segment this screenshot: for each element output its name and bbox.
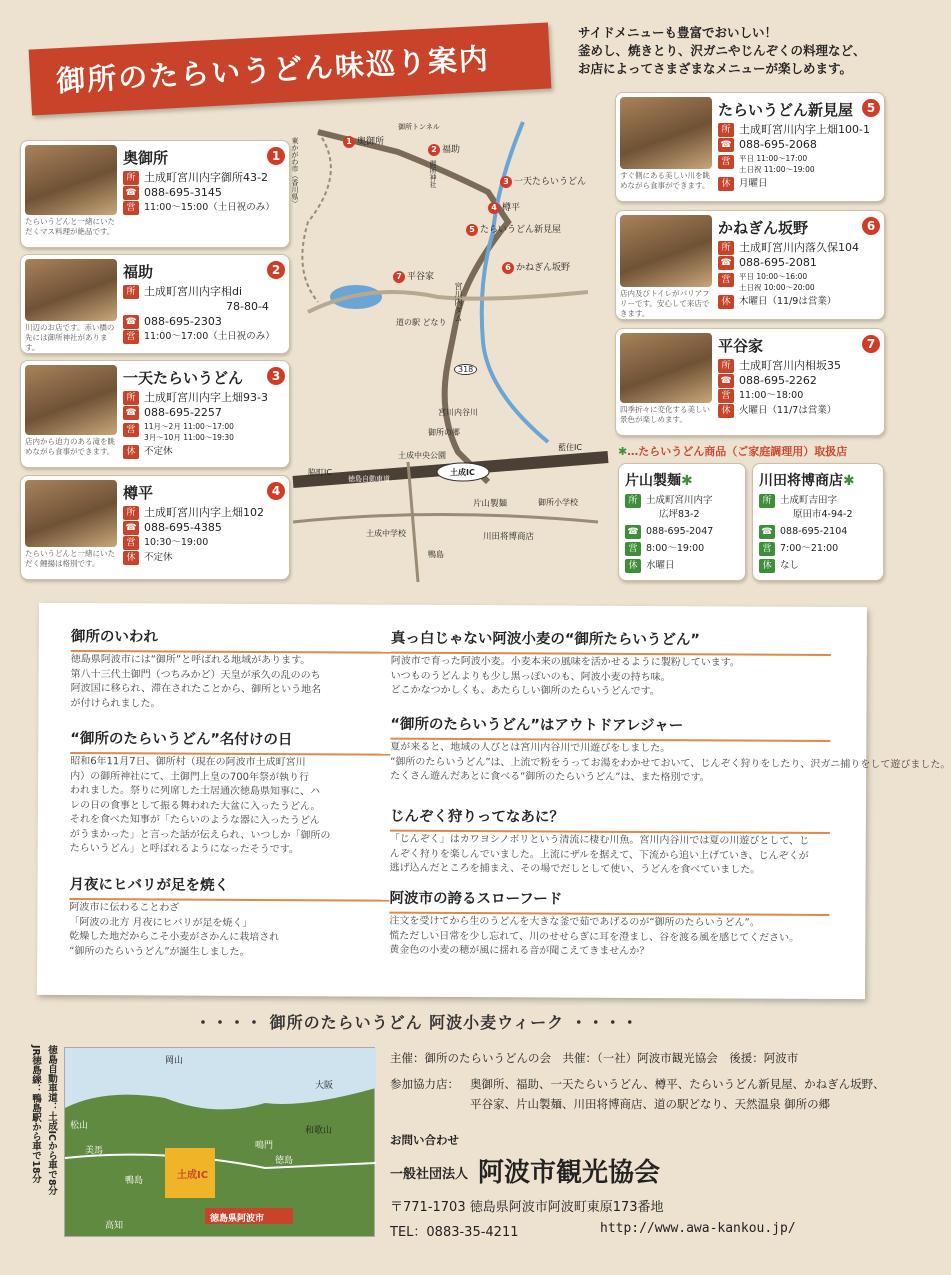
info-text: なし bbox=[780, 560, 800, 571]
products-heading: ✱…たらいうどん商品（ご家庭調理用）取扱店 bbox=[618, 445, 848, 458]
shop-name: 奥御所 bbox=[123, 149, 169, 167]
article-line: われました。祭りに列席した土居通次徳島県知事に、ハ bbox=[70, 785, 321, 798]
article-line: 「じんぞく」はカワヨシノボリという清流に棲む川魚。宮川内谷川では夏の川遊びとして、じ bbox=[389, 833, 810, 847]
address-line2: 78-80-4 bbox=[226, 300, 269, 313]
info-row bbox=[123, 285, 288, 299]
info-text: 088-695-2104 bbox=[780, 526, 848, 537]
info-text: 088-695-2081 bbox=[739, 256, 817, 269]
hours-block bbox=[718, 271, 815, 293]
article-line: 逃げ込んだところを捕まえ、その場でだしとして使い、うどんを食べていました。 bbox=[389, 862, 761, 876]
shop-caption: すぐ側にある美しい川を眺めながら食事ができます。 bbox=[620, 171, 710, 190]
org-address: 〒771-1703 徳島県阿波市阿波町東原173番地 bbox=[390, 1200, 664, 1215]
article-line: 慌ただしい日常を少し忘れて、川のせせらぎに耳を澄まし、谷を渡る風を感じてください。 bbox=[389, 930, 800, 944]
week-title: ・・・・ 御所のたらいうどん 阿波小麦ウィーク ・・・・ bbox=[195, 1013, 639, 1032]
article-heading: “御所のたらいうどん”名付けの日 bbox=[70, 727, 390, 756]
info-row bbox=[123, 521, 288, 535]
article-heading: 阿波市の誇るスローフード bbox=[389, 887, 829, 916]
article-line: 注文を受けてから生のうどんを大きな釜で茹であげるのが“御所のたらいうどん”。 bbox=[389, 915, 760, 929]
shop-caption: 四季折々に変化する美しい景色が楽しめます。 bbox=[620, 405, 710, 424]
store-name-text: 片山製麺 bbox=[625, 473, 681, 489]
article-line: 内）の御所神社にて、土御門上皇の700年祭が執り行 bbox=[70, 770, 310, 783]
minimap-svg bbox=[65, 1048, 376, 1238]
info-text: 8:00～19:00 bbox=[646, 543, 705, 554]
info-icon: 所 bbox=[718, 359, 734, 373]
article-line: それを食べた知事が「たらいのような器に入ったうどん bbox=[69, 813, 320, 827]
shop-number-badge: 7 bbox=[862, 335, 880, 353]
info-text: 土成町宮川内字 bbox=[646, 495, 713, 506]
info-icon: 営 bbox=[123, 201, 139, 215]
info-icon: 休 bbox=[718, 404, 734, 418]
org-prefix: 一般社団法人 bbox=[390, 1167, 469, 1182]
info-text: 不定休 bbox=[144, 552, 173, 563]
star-icon: ✱ bbox=[681, 473, 693, 489]
shop-photo bbox=[25, 259, 117, 321]
shop-card[interactable] bbox=[615, 92, 885, 202]
article-line: 黄金色の小麦の穂が風に揺れる音が聞こえてきませんか？ bbox=[389, 944, 650, 958]
shop-caption: 川辺のお店です。赤い橋の先には御所神社があります。 bbox=[25, 323, 115, 352]
info-row bbox=[718, 389, 883, 403]
info-icon: 休 bbox=[123, 445, 139, 459]
hours-icon: 営 bbox=[123, 423, 139, 437]
coop-line2: 平谷家、片山製麺、川田将博商店、道の駅どなり、天然温泉 御所の郷 bbox=[470, 1097, 831, 1111]
info-icon: 営 bbox=[123, 330, 139, 344]
article-body bbox=[70, 653, 390, 713]
article-heading: じんぞく狩りってなあに？ bbox=[390, 805, 830, 834]
article-line: “御所のたらいうどん”が誕生しました。 bbox=[69, 945, 250, 958]
article-body bbox=[391, 655, 831, 701]
road-access: 徳島自動車道：土成ICから車で8分 bbox=[46, 1045, 57, 1196]
info-row bbox=[718, 123, 883, 137]
info-text: 月曜日 bbox=[739, 178, 768, 189]
article-line: 阿波市で育った阿波小麦。小麦本来の風味を活かせるように製粉しています。 bbox=[390, 655, 740, 669]
info-row bbox=[123, 445, 288, 459]
shop-number-badge: 5 bbox=[862, 99, 880, 117]
info-row bbox=[123, 536, 288, 550]
info-text: 7:00～21:00 bbox=[780, 543, 839, 554]
contact-label: お問い合わせ bbox=[390, 1133, 459, 1147]
info-text: 木曜日（11/9は営業） bbox=[739, 296, 837, 307]
shop-card[interactable] bbox=[615, 328, 885, 436]
hours-line: 平日 10:00～16:00 bbox=[739, 272, 808, 281]
article-body bbox=[389, 915, 829, 961]
article-body bbox=[390, 833, 830, 879]
info-icon: ☎ bbox=[718, 256, 734, 270]
road-south bbox=[408, 462, 418, 582]
info-text: 土成町吉田字 bbox=[780, 495, 838, 506]
product-store-card[interactable] bbox=[618, 463, 746, 581]
shop-card[interactable] bbox=[20, 254, 290, 354]
article-line: んぞく狩りを楽しんでいました。上流にザルを据えて、下流から追い上げていき、じんぞくが bbox=[389, 848, 809, 862]
info-icon: 休 bbox=[718, 177, 734, 191]
info-icon: ☎ bbox=[123, 521, 139, 535]
info-row bbox=[718, 138, 883, 152]
hours-icon: 営 bbox=[718, 155, 734, 169]
info-icon: 休 bbox=[123, 551, 139, 565]
info-row bbox=[123, 330, 288, 344]
shop-card[interactable] bbox=[20, 140, 290, 248]
shop-card[interactable] bbox=[20, 360, 290, 468]
info-row bbox=[123, 506, 288, 520]
article-line: “御所のたらいうどん”は、上流で粉をうってお湯をわかせておいて、じんぞく狩りをしたり、沢ガニ捕りをして遊びました。 bbox=[390, 756, 951, 771]
article-line: たくさん遊んだあとに食べる“御所のたらいうどん”は、また格別です。 bbox=[390, 770, 710, 784]
info-text: 088-695-2068 bbox=[739, 138, 817, 151]
org-name: 阿波市観光協会 bbox=[478, 1158, 661, 1188]
store-info-row bbox=[625, 559, 675, 573]
info-row bbox=[123, 315, 288, 329]
info-row bbox=[718, 177, 883, 191]
info-icon: ☎ bbox=[718, 138, 734, 152]
shop-number-badge: 2 bbox=[267, 261, 285, 279]
info-text: 土成町宮川内字上畑100-1 bbox=[739, 123, 870, 136]
hours-line: 平日 11:00～17:00 bbox=[739, 154, 808, 163]
store-info-row bbox=[759, 542, 838, 556]
info-icon: ☎ bbox=[718, 374, 734, 388]
article-line: いつものうどんよりも少し黒っぽいのも、阿波小麦の持ち味。 bbox=[390, 670, 671, 683]
org-tel: TEL：0883-35-4211 bbox=[390, 1225, 519, 1240]
shop-caption: 店内及びトイレがバリアフリーです。安心して来店できます。 bbox=[620, 289, 710, 318]
info-text: 088-695-2262 bbox=[739, 374, 817, 387]
store-info-row bbox=[625, 542, 704, 556]
shop-photo bbox=[25, 365, 117, 435]
info-row bbox=[718, 359, 883, 373]
store-name bbox=[759, 470, 855, 490]
shop-photo bbox=[25, 480, 117, 547]
shop-number-badge: 6 bbox=[862, 217, 880, 235]
local-road bbox=[293, 515, 598, 523]
article-line: 「阿波の北方 月夜にヒバリが足を焼く」 bbox=[69, 916, 253, 929]
info-text: 火曜日（11/7は営業） bbox=[739, 405, 837, 416]
info-text: 土成町宮川内相坂35 bbox=[739, 359, 841, 372]
info-row bbox=[123, 186, 288, 200]
info-text: 088-695-2047 bbox=[646, 526, 714, 537]
info-row bbox=[123, 171, 288, 185]
info-text: 088-695-3145 bbox=[144, 186, 222, 199]
info-icon: 所 bbox=[625, 494, 641, 508]
shop-photo bbox=[620, 333, 712, 403]
article-line: たらいうどん」と呼ばれるようになったそうです。 bbox=[69, 842, 299, 856]
store-info-row bbox=[759, 559, 799, 573]
jr-access: JR徳島線：鴨島駅から車で18分 bbox=[30, 1045, 41, 1184]
info-icon: 休 bbox=[759, 559, 775, 573]
shop-number-badge: 1 bbox=[267, 147, 285, 165]
info-text: 不定休 bbox=[144, 446, 173, 457]
info-icon: 休 bbox=[625, 559, 641, 573]
coop-line1: 奥御所、福助、一天たらいうどん、樽平、たらいうどん新見屋、かねぎん坂野、 bbox=[470, 1077, 885, 1091]
info-text: 088-695-2303 bbox=[144, 315, 222, 328]
article-heading: 御所のいわれ bbox=[71, 625, 391, 654]
info-text: 088-695-4385 bbox=[144, 521, 222, 534]
coop-label: 参加協力店： bbox=[390, 1077, 459, 1091]
hours-line: 土日祝 11:00～19:00 bbox=[739, 165, 815, 174]
info-text: 10:30～19:00 bbox=[144, 537, 209, 548]
articles bbox=[39, 603, 951, 958]
hours-block bbox=[123, 421, 234, 443]
info-icon: 営 bbox=[625, 542, 641, 556]
hours-line: 3月～10月 11:00～19:30 bbox=[144, 433, 234, 442]
info-text: 土成町宮川内落久保104 bbox=[739, 241, 859, 254]
info-row bbox=[123, 551, 288, 565]
info-row bbox=[718, 241, 883, 255]
info-text: 土成町宮川内字御所43-2 bbox=[144, 171, 268, 184]
shop-name: かねぎん坂野 bbox=[718, 219, 809, 237]
article-body bbox=[69, 901, 389, 961]
article-line: が付けられました。 bbox=[70, 697, 161, 709]
store-info-row bbox=[625, 525, 713, 539]
store-info-row bbox=[625, 494, 713, 508]
info-text: 11:00～15:00（土日祝のみ） bbox=[144, 202, 275, 213]
info-icon: 所 bbox=[123, 506, 139, 520]
shop-photo bbox=[25, 145, 117, 215]
articles-paper bbox=[37, 603, 951, 999]
article-line: レの日の食事として振る舞われた大盆に入ったうどん。 bbox=[69, 799, 321, 812]
article-line: 昭和6年11月7日、御所村（現在の阿波市土成町宮川 bbox=[70, 756, 306, 769]
article-line: がうまかった」と言った話が伝えられ、いつしか「御所の bbox=[69, 828, 331, 841]
info-text: 11:00～18:00 bbox=[739, 390, 804, 401]
shop-name: たらいうどん新見屋 bbox=[718, 101, 854, 119]
store-info-row bbox=[759, 494, 837, 508]
info-icon: 営 bbox=[759, 542, 775, 556]
article-line: 夏が来ると、地域の人びとは宮川内谷川で川遊びをしました。 bbox=[390, 741, 671, 755]
info-icon: 所 bbox=[718, 241, 734, 255]
title-banner bbox=[29, 22, 552, 115]
star-icon: ✱ bbox=[843, 473, 855, 489]
info-icon: 所 bbox=[123, 391, 139, 405]
article-line: 阿波国に移られ、滞在されたことから、御所という地名 bbox=[70, 683, 322, 696]
info-row bbox=[718, 295, 883, 309]
info-icon: ☎ bbox=[759, 525, 775, 539]
shop-caption: たらいうどんと一緒にいただくマス料理が絶品です。 bbox=[25, 217, 115, 236]
shop-caption: たらいうどんと一緒にいただく鯉揚は格別です。 bbox=[25, 549, 115, 568]
article-line: どこかなつかしくも、あたらしい御所のたらいうどんです。 bbox=[390, 684, 660, 698]
product-store-card[interactable] bbox=[752, 463, 884, 581]
info-text: 土成町宮川内字上畑93-3 bbox=[144, 391, 268, 404]
info-icon: 営 bbox=[123, 536, 139, 550]
sponsor: 主催：御所のたらいうどんの会 共催：（一社）阿波市観光協会 後援：阿波市 bbox=[390, 1051, 799, 1065]
info-icon: 休 bbox=[718, 295, 734, 309]
road-line bbox=[65, 1155, 376, 1168]
article-line: 第八十三代土御門（つちみかど）天皇が承久の乱ののち bbox=[70, 668, 321, 681]
info-icon: ☎ bbox=[625, 525, 641, 539]
info-row bbox=[718, 404, 883, 418]
info-row bbox=[123, 391, 288, 405]
prefecture-border bbox=[302, 132, 330, 302]
store-info-row bbox=[759, 525, 847, 539]
store-address-line2: 原田市4-94-2 bbox=[793, 509, 853, 520]
page-title: 御所のたらいうどん味巡り案内 bbox=[55, 41, 491, 99]
hours-icon: 営 bbox=[718, 273, 734, 287]
shop-photo bbox=[620, 215, 712, 287]
shop-name: 樽平 bbox=[123, 484, 154, 502]
hours-line: 土日祝 10:00～20:00 bbox=[739, 283, 815, 292]
info-text: 水曜日 bbox=[646, 560, 675, 571]
shop-caption: 店内から迫力のある滝を眺めながら食事ができます。 bbox=[25, 437, 115, 456]
hours-block bbox=[718, 153, 815, 175]
info-icon: 所 bbox=[123, 171, 139, 185]
article-body bbox=[70, 755, 391, 858]
article-heading: 真っ白じゃない阿波小麦の“御所たらいうどん” bbox=[391, 627, 831, 656]
info-icon: 所 bbox=[123, 285, 139, 299]
shop-name: 平谷家 bbox=[718, 337, 764, 355]
article-line: 乾燥した地だからこそ小麦がさかんに栽培され bbox=[69, 930, 280, 944]
shop-number-badge: 3 bbox=[267, 367, 285, 385]
store-name bbox=[625, 470, 693, 490]
info-icon: ☎ bbox=[123, 315, 139, 329]
info-icon: ☎ bbox=[123, 186, 139, 200]
article-heading: 月夜にヒバリが足を焼く bbox=[69, 873, 389, 902]
area-map: 1 奥御所 2 福助 3 一天たらいうどん 4 樽平 5 たらいうどん新見屋 6 かねぎん坂野 7 平谷家 御所トンネル 御所神社 東かがわ市（香川県） 道の駅 どなり 宮川内ダム 宮川内谷川 御所の郷 土成中央公園 脇町IC 藍住IC 徳島自動車道 土成IC 片山製麺 御所小学校 川田将博商店 土成中学校 鴨島 318 bbox=[288, 112, 608, 582]
store-address-line2: 広坪83-2 bbox=[659, 509, 700, 520]
info-row bbox=[718, 374, 883, 388]
shop-photo bbox=[620, 97, 712, 169]
info-icon: 所 bbox=[759, 494, 775, 508]
info-text: 土成町宮川内字相di bbox=[144, 285, 243, 298]
intro-text: サイドメニューも豊富でおいしい！ 釜めし、焼きとり、沢ガニやじんぞくの料理など、 お店によってさまざまなメニューが楽しめます。 bbox=[578, 25, 866, 76]
article-body bbox=[390, 741, 951, 787]
info-text: 土成町宮川内字上畑102 bbox=[144, 506, 264, 519]
hours-line: 11月～2月 11:00～17:00 bbox=[144, 422, 234, 431]
org-url[interactable]: http://www.awa-kankou.jp/ bbox=[600, 1221, 796, 1236]
info-row bbox=[123, 406, 288, 420]
article-heading: “御所のたらいうどん”はアウトドアレジャー bbox=[390, 713, 830, 742]
river bbox=[482, 122, 548, 442]
shop-card[interactable] bbox=[20, 475, 290, 580]
region-minimap: 大阪 和歌山 徳島 鳴門 鴨島 美馬 岡山 高知 松山 土成IC 徳島県阿波市 bbox=[64, 1047, 375, 1237]
store-name-text: 川田将博商店 bbox=[759, 473, 843, 489]
info-row bbox=[123, 201, 288, 215]
info-icon: 所 bbox=[718, 123, 734, 137]
shop-number-badge: 4 bbox=[267, 482, 285, 500]
info-text: 088-695-2257 bbox=[144, 406, 222, 419]
info-icon: ☎ bbox=[123, 406, 139, 420]
shop-card[interactable] bbox=[615, 210, 885, 320]
info-icon: 営 bbox=[718, 389, 734, 403]
article-line: 徳島県阿波市には“御所”と呼ばれる地域があります。 bbox=[70, 654, 311, 667]
info-row bbox=[718, 256, 883, 270]
info-text: 11:00～17:00（土日祝のみ） bbox=[144, 331, 275, 342]
shop-name: 福助 bbox=[123, 263, 154, 281]
article-line: 阿波市に伝わることわざ bbox=[69, 901, 180, 914]
shop-name: 一天たらいうどん bbox=[123, 369, 244, 387]
